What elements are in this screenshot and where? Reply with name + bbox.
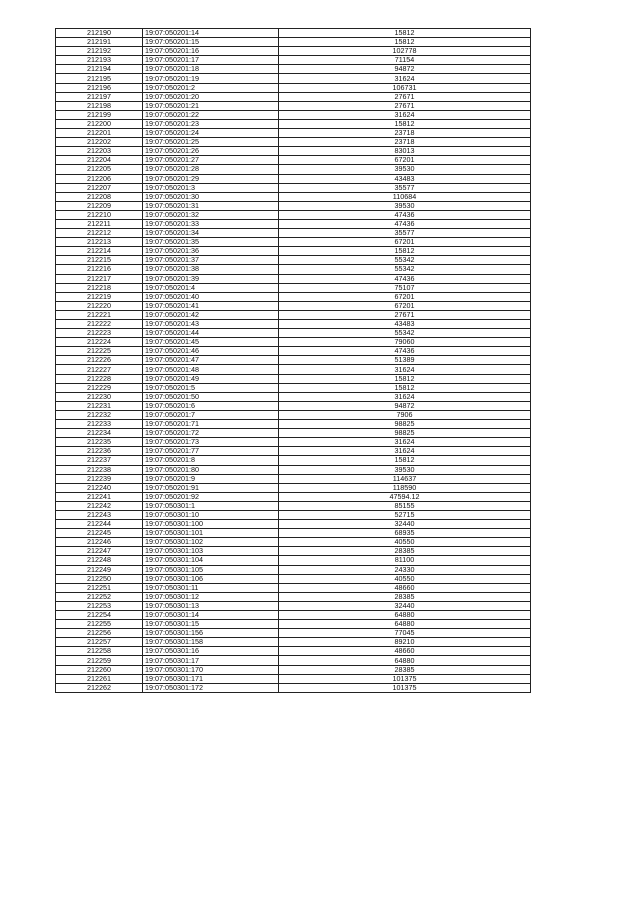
table-row [56, 638, 531, 647]
value-cell: 35577 [279, 229, 531, 238]
cadastral-number-cell: 19:07:050201:36 [143, 247, 279, 256]
row-number-cell: 212222 [56, 320, 143, 329]
row-number-cell: 212227 [56, 365, 143, 374]
value-cell: 15812 [279, 374, 531, 383]
table-row [56, 447, 531, 456]
value-cell: 67201 [279, 292, 531, 301]
cadastral-number-cell: 19:07:050301:171 [143, 674, 279, 683]
table-row [56, 483, 531, 492]
row-number-cell: 212258 [56, 647, 143, 656]
cadastral-number-cell: 19:07:050301:13 [143, 601, 279, 610]
row-number-cell: 212237 [56, 456, 143, 465]
cadastral-number-cell: 19:07:050201:21 [143, 101, 279, 110]
value-cell: 31624 [279, 438, 531, 447]
cadastral-number-cell: 19:07:050201:20 [143, 92, 279, 101]
row-number-cell: 212240 [56, 483, 143, 492]
table-row [56, 383, 531, 392]
row-number-cell: 212207 [56, 183, 143, 192]
cadastral-number-cell: 19:07:050201:27 [143, 156, 279, 165]
table-row [56, 301, 531, 310]
value-cell: 31624 [279, 447, 531, 456]
row-number-cell: 212254 [56, 611, 143, 620]
row-number-cell: 212257 [56, 638, 143, 647]
value-cell: 55342 [279, 256, 531, 265]
cadastral-number-cell: 19:07:050301:106 [143, 574, 279, 583]
row-number-cell: 212229 [56, 383, 143, 392]
table-row [56, 183, 531, 192]
table-row [56, 565, 531, 574]
cadastral-number-cell: 19:07:050201:6 [143, 401, 279, 410]
row-number-cell: 212221 [56, 310, 143, 319]
value-cell: 15812 [279, 383, 531, 392]
value-cell: 40550 [279, 574, 531, 583]
table-row [56, 147, 531, 156]
value-cell: 67201 [279, 301, 531, 310]
table-row [56, 283, 531, 292]
cadastral-number-cell: 19:07:050201:4 [143, 283, 279, 292]
table-row [56, 429, 531, 438]
table-row [56, 92, 531, 101]
row-number-cell: 212241 [56, 492, 143, 501]
row-number-cell: 212228 [56, 374, 143, 383]
value-cell: 101375 [279, 683, 531, 692]
cadastral-number-cell: 19:07:050201:22 [143, 110, 279, 119]
value-cell: 39530 [279, 201, 531, 210]
row-number-cell: 212234 [56, 429, 143, 438]
row-number-cell: 212249 [56, 565, 143, 574]
value-cell: 39530 [279, 465, 531, 474]
table-row [56, 665, 531, 674]
row-number-cell: 212202 [56, 138, 143, 147]
row-number-cell: 212245 [56, 529, 143, 538]
table-row [56, 392, 531, 401]
row-number-cell: 212194 [56, 65, 143, 74]
table-row [56, 356, 531, 365]
table-row [56, 83, 531, 92]
table-row [56, 401, 531, 410]
cadastral-number-cell: 19:07:050201:46 [143, 347, 279, 356]
cadastral-number-cell: 19:07:050301:104 [143, 556, 279, 565]
cadastral-number-cell: 19:07:050201:17 [143, 56, 279, 65]
row-number-cell: 212236 [56, 447, 143, 456]
value-cell: 89210 [279, 638, 531, 647]
cadastral-number-cell: 19:07:050301:11 [143, 583, 279, 592]
table-row [56, 274, 531, 283]
cadastral-number-cell: 19:07:050201:92 [143, 492, 279, 501]
cadastral-number-cell: 19:07:050201:35 [143, 238, 279, 247]
value-cell: 77045 [279, 629, 531, 638]
row-number-cell: 212198 [56, 101, 143, 110]
cadastral-number-cell: 19:07:050301:172 [143, 683, 279, 692]
value-cell: 68935 [279, 529, 531, 538]
row-number-cell: 212213 [56, 238, 143, 247]
cadastral-number-cell: 19:07:050201:49 [143, 374, 279, 383]
cadastral-number-cell: 19:07:050201:2 [143, 83, 279, 92]
table-row [56, 520, 531, 529]
row-number-cell: 212195 [56, 74, 143, 83]
cadastral-number-cell: 19:07:050201:29 [143, 174, 279, 183]
row-number-cell: 212190 [56, 29, 143, 38]
value-cell: 31624 [279, 74, 531, 83]
table-row [56, 129, 531, 138]
table-row [56, 674, 531, 683]
cadastral-number-cell: 19:07:050301:14 [143, 611, 279, 620]
table-row [56, 65, 531, 74]
table-row [56, 265, 531, 274]
row-number-cell: 212247 [56, 547, 143, 556]
value-cell: 110684 [279, 192, 531, 201]
value-cell: 67201 [279, 156, 531, 165]
row-number-cell: 212246 [56, 538, 143, 547]
table-row [56, 138, 531, 147]
cadastral-number-cell: 19:07:050201:3 [143, 183, 279, 192]
value-cell: 47436 [279, 274, 531, 283]
value-cell: 94872 [279, 401, 531, 410]
table-row [56, 574, 531, 583]
table-row [56, 110, 531, 119]
value-cell: 48660 [279, 647, 531, 656]
value-cell: 85155 [279, 501, 531, 510]
table-row [56, 438, 531, 447]
value-cell: 43483 [279, 320, 531, 329]
cadastral-number-cell: 19:07:050201:18 [143, 65, 279, 74]
value-cell: 55342 [279, 329, 531, 338]
value-cell: 15812 [279, 38, 531, 47]
row-number-cell: 212251 [56, 583, 143, 592]
cadastral-number-cell: 19:07:050201:77 [143, 447, 279, 456]
table-row [56, 210, 531, 219]
table-row [56, 320, 531, 329]
table-row [56, 474, 531, 483]
row-number-cell: 212191 [56, 38, 143, 47]
value-cell: 64880 [279, 656, 531, 665]
row-number-cell: 212230 [56, 392, 143, 401]
row-number-cell: 212205 [56, 165, 143, 174]
row-number-cell: 212197 [56, 92, 143, 101]
cadastral-number-cell: 19:07:050201:24 [143, 129, 279, 138]
value-cell: 23718 [279, 138, 531, 147]
data-table [55, 28, 531, 693]
row-number-cell: 212209 [56, 201, 143, 210]
value-cell: 64880 [279, 611, 531, 620]
table-row [56, 656, 531, 665]
table-row [56, 310, 531, 319]
table-row [56, 410, 531, 419]
table-row [56, 374, 531, 383]
row-number-cell: 212226 [56, 356, 143, 365]
table-row [56, 465, 531, 474]
row-number-cell: 212242 [56, 501, 143, 510]
row-number-cell: 212256 [56, 629, 143, 638]
row-number-cell: 212244 [56, 520, 143, 529]
cadastral-number-cell: 19:07:050201:72 [143, 429, 279, 438]
value-cell: 47436 [279, 210, 531, 219]
value-cell: 35577 [279, 183, 531, 192]
value-cell: 15812 [279, 247, 531, 256]
cadastral-number-cell: 19:07:050201:43 [143, 320, 279, 329]
table-row [56, 501, 531, 510]
row-number-cell: 212199 [56, 110, 143, 119]
cadastral-number-cell: 19:07:050201:80 [143, 465, 279, 474]
table-row [56, 74, 531, 83]
cadastral-number-cell: 19:07:050201:41 [143, 301, 279, 310]
cadastral-number-cell: 19:07:050201:33 [143, 219, 279, 228]
cadastral-number-cell: 19:07:050201:14 [143, 29, 279, 38]
row-number-cell: 212243 [56, 510, 143, 519]
row-number-cell: 212253 [56, 601, 143, 610]
row-number-cell: 212223 [56, 329, 143, 338]
cadastral-number-cell: 19:07:050201:42 [143, 310, 279, 319]
table-row [56, 611, 531, 620]
value-cell: 40550 [279, 538, 531, 547]
cadastral-number-cell: 19:07:050301:15 [143, 620, 279, 629]
cadastral-number-cell: 19:07:050301:105 [143, 565, 279, 574]
value-cell: 28385 [279, 665, 531, 674]
cadastral-number-cell: 19:07:050201:5 [143, 383, 279, 392]
row-number-cell: 212233 [56, 420, 143, 429]
table-row [56, 583, 531, 592]
value-cell: 31624 [279, 392, 531, 401]
value-cell: 114637 [279, 474, 531, 483]
cadastral-number-cell: 19:07:050301:12 [143, 592, 279, 601]
row-number-cell: 212224 [56, 338, 143, 347]
row-number-cell: 212259 [56, 656, 143, 665]
row-number-cell: 212212 [56, 229, 143, 238]
table-row [56, 201, 531, 210]
table-row [56, 629, 531, 638]
table-row [56, 547, 531, 556]
table-row [56, 338, 531, 347]
row-number-cell: 212239 [56, 474, 143, 483]
value-cell: 48660 [279, 583, 531, 592]
table-row [56, 29, 531, 38]
cadastral-number-cell: 19:07:050201:47 [143, 356, 279, 365]
cadastral-number-cell: 19:07:050201:28 [143, 165, 279, 174]
table-row [56, 510, 531, 519]
value-cell: 55342 [279, 265, 531, 274]
row-number-cell: 212248 [56, 556, 143, 565]
table-row [56, 365, 531, 374]
row-number-cell: 212238 [56, 465, 143, 474]
value-cell: 81100 [279, 556, 531, 565]
cadastral-number-cell: 19:07:050201:23 [143, 119, 279, 128]
row-number-cell: 212200 [56, 119, 143, 128]
value-cell: 15812 [279, 456, 531, 465]
value-cell: 52715 [279, 510, 531, 519]
cadastral-number-cell: 19:07:050301:101 [143, 529, 279, 538]
value-cell: 64880 [279, 620, 531, 629]
cadastral-number-cell: 19:07:050301:10 [143, 510, 279, 519]
cadastral-number-cell: 19:07:050201:71 [143, 420, 279, 429]
value-cell: 71154 [279, 56, 531, 65]
table-row [56, 538, 531, 547]
value-cell: 27671 [279, 101, 531, 110]
table-body [56, 29, 531, 693]
cadastral-number-cell: 19:07:050201:8 [143, 456, 279, 465]
table-row [56, 529, 531, 538]
table-row [56, 592, 531, 601]
cadastral-number-cell: 19:07:050301:156 [143, 629, 279, 638]
value-cell: 83013 [279, 147, 531, 156]
value-cell: 32440 [279, 601, 531, 610]
table-row [56, 38, 531, 47]
table-row [56, 456, 531, 465]
row-number-cell: 212218 [56, 283, 143, 292]
row-number-cell: 212208 [56, 192, 143, 201]
value-cell: 51389 [279, 356, 531, 365]
row-number-cell: 212252 [56, 592, 143, 601]
cadastral-number-cell: 19:07:050201:30 [143, 192, 279, 201]
value-cell: 94872 [279, 65, 531, 74]
table-row [56, 174, 531, 183]
value-cell: 118590 [279, 483, 531, 492]
row-number-cell: 212255 [56, 620, 143, 629]
cadastral-number-cell: 19:07:050201:48 [143, 365, 279, 374]
table-row [56, 556, 531, 565]
row-number-cell: 212219 [56, 292, 143, 301]
value-cell: 106731 [279, 83, 531, 92]
cadastral-number-cell: 19:07:050301:158 [143, 638, 279, 647]
row-number-cell: 212260 [56, 665, 143, 674]
value-cell: 24330 [279, 565, 531, 574]
value-cell: 47436 [279, 347, 531, 356]
table-row [56, 620, 531, 629]
cadastral-number-cell: 19:07:050201:31 [143, 201, 279, 210]
row-number-cell: 212196 [56, 83, 143, 92]
cadastral-number-cell: 19:07:050201:32 [143, 210, 279, 219]
row-number-cell: 212210 [56, 210, 143, 219]
row-number-cell: 212262 [56, 683, 143, 692]
table-row [56, 347, 531, 356]
table-row [56, 165, 531, 174]
table-row [56, 219, 531, 228]
value-cell: 47594.12 [279, 492, 531, 501]
table-row [56, 192, 531, 201]
row-number-cell: 212203 [56, 147, 143, 156]
value-cell: 28385 [279, 547, 531, 556]
row-number-cell: 212225 [56, 347, 143, 356]
value-cell: 75107 [279, 283, 531, 292]
value-cell: 28385 [279, 592, 531, 601]
value-cell: 101375 [279, 674, 531, 683]
value-cell: 32440 [279, 520, 531, 529]
table-row [56, 101, 531, 110]
cadastral-number-cell: 19:07:050301:170 [143, 665, 279, 674]
cadastral-number-cell: 19:07:050301:102 [143, 538, 279, 547]
row-number-cell: 212193 [56, 56, 143, 65]
row-number-cell: 212201 [56, 129, 143, 138]
value-cell: 98825 [279, 429, 531, 438]
cadastral-number-cell: 19:07:050201:39 [143, 274, 279, 283]
cadastral-number-cell: 19:07:050301:16 [143, 647, 279, 656]
row-number-cell: 212206 [56, 174, 143, 183]
cadastral-number-cell: 19:07:050201:38 [143, 265, 279, 274]
table-row [56, 56, 531, 65]
value-cell: 47436 [279, 219, 531, 228]
row-number-cell: 212261 [56, 674, 143, 683]
table-row [56, 47, 531, 56]
cadastral-number-cell: 19:07:050201:25 [143, 138, 279, 147]
value-cell: 27671 [279, 92, 531, 101]
row-number-cell: 212192 [56, 47, 143, 56]
cadastral-number-cell: 19:07:050201:9 [143, 474, 279, 483]
cadastral-number-cell: 19:07:050301:17 [143, 656, 279, 665]
cadastral-number-cell: 19:07:050201:73 [143, 438, 279, 447]
cadastral-number-cell: 19:07:050201:19 [143, 74, 279, 83]
table-row [56, 256, 531, 265]
value-cell: 15812 [279, 29, 531, 38]
row-number-cell: 212217 [56, 274, 143, 283]
row-number-cell: 212214 [56, 247, 143, 256]
value-cell: 39530 [279, 165, 531, 174]
table-row [56, 492, 531, 501]
row-number-cell: 212211 [56, 219, 143, 228]
cadastral-number-cell: 19:07:050301:100 [143, 520, 279, 529]
value-cell: 7906 [279, 410, 531, 419]
cadastral-number-cell: 19:07:050201:26 [143, 147, 279, 156]
row-number-cell: 212231 [56, 401, 143, 410]
row-number-cell: 212215 [56, 256, 143, 265]
cadastral-number-cell: 19:07:050201:45 [143, 338, 279, 347]
cadastral-number-cell: 19:07:050301:103 [143, 547, 279, 556]
table-row [56, 683, 531, 692]
table-row [56, 238, 531, 247]
row-number-cell: 212204 [56, 156, 143, 165]
row-number-cell: 212235 [56, 438, 143, 447]
cadastral-number-cell: 19:07:050201:40 [143, 292, 279, 301]
cadastral-number-cell: 19:07:050201:91 [143, 483, 279, 492]
value-cell: 102778 [279, 47, 531, 56]
value-cell: 27671 [279, 310, 531, 319]
table-row [56, 156, 531, 165]
table-row [56, 420, 531, 429]
table-row [56, 329, 531, 338]
value-cell: 31624 [279, 110, 531, 119]
value-cell: 15812 [279, 119, 531, 128]
row-number-cell: 212220 [56, 301, 143, 310]
cadastral-number-cell: 19:07:050201:7 [143, 410, 279, 419]
row-number-cell: 212232 [56, 410, 143, 419]
table-row [56, 119, 531, 128]
row-number-cell: 212216 [56, 265, 143, 274]
table-row [56, 601, 531, 610]
value-cell: 67201 [279, 238, 531, 247]
value-cell: 43483 [279, 174, 531, 183]
table-row [56, 229, 531, 238]
table-row [56, 247, 531, 256]
table-row [56, 292, 531, 301]
row-number-cell: 212250 [56, 574, 143, 583]
cadastral-number-cell: 19:07:050201:50 [143, 392, 279, 401]
cadastral-number-cell: 19:07:050201:16 [143, 47, 279, 56]
table-row [56, 647, 531, 656]
value-cell: 31624 [279, 365, 531, 374]
cadastral-number-cell: 19:07:050201:44 [143, 329, 279, 338]
cadastral-number-cell: 19:07:050201:37 [143, 256, 279, 265]
cadastral-number-cell: 19:07:050201:15 [143, 38, 279, 47]
value-cell: 79060 [279, 338, 531, 347]
cadastral-number-cell: 19:07:050201:34 [143, 229, 279, 238]
cadastral-number-cell: 19:07:050301:1 [143, 501, 279, 510]
value-cell: 23718 [279, 129, 531, 138]
value-cell: 98825 [279, 420, 531, 429]
